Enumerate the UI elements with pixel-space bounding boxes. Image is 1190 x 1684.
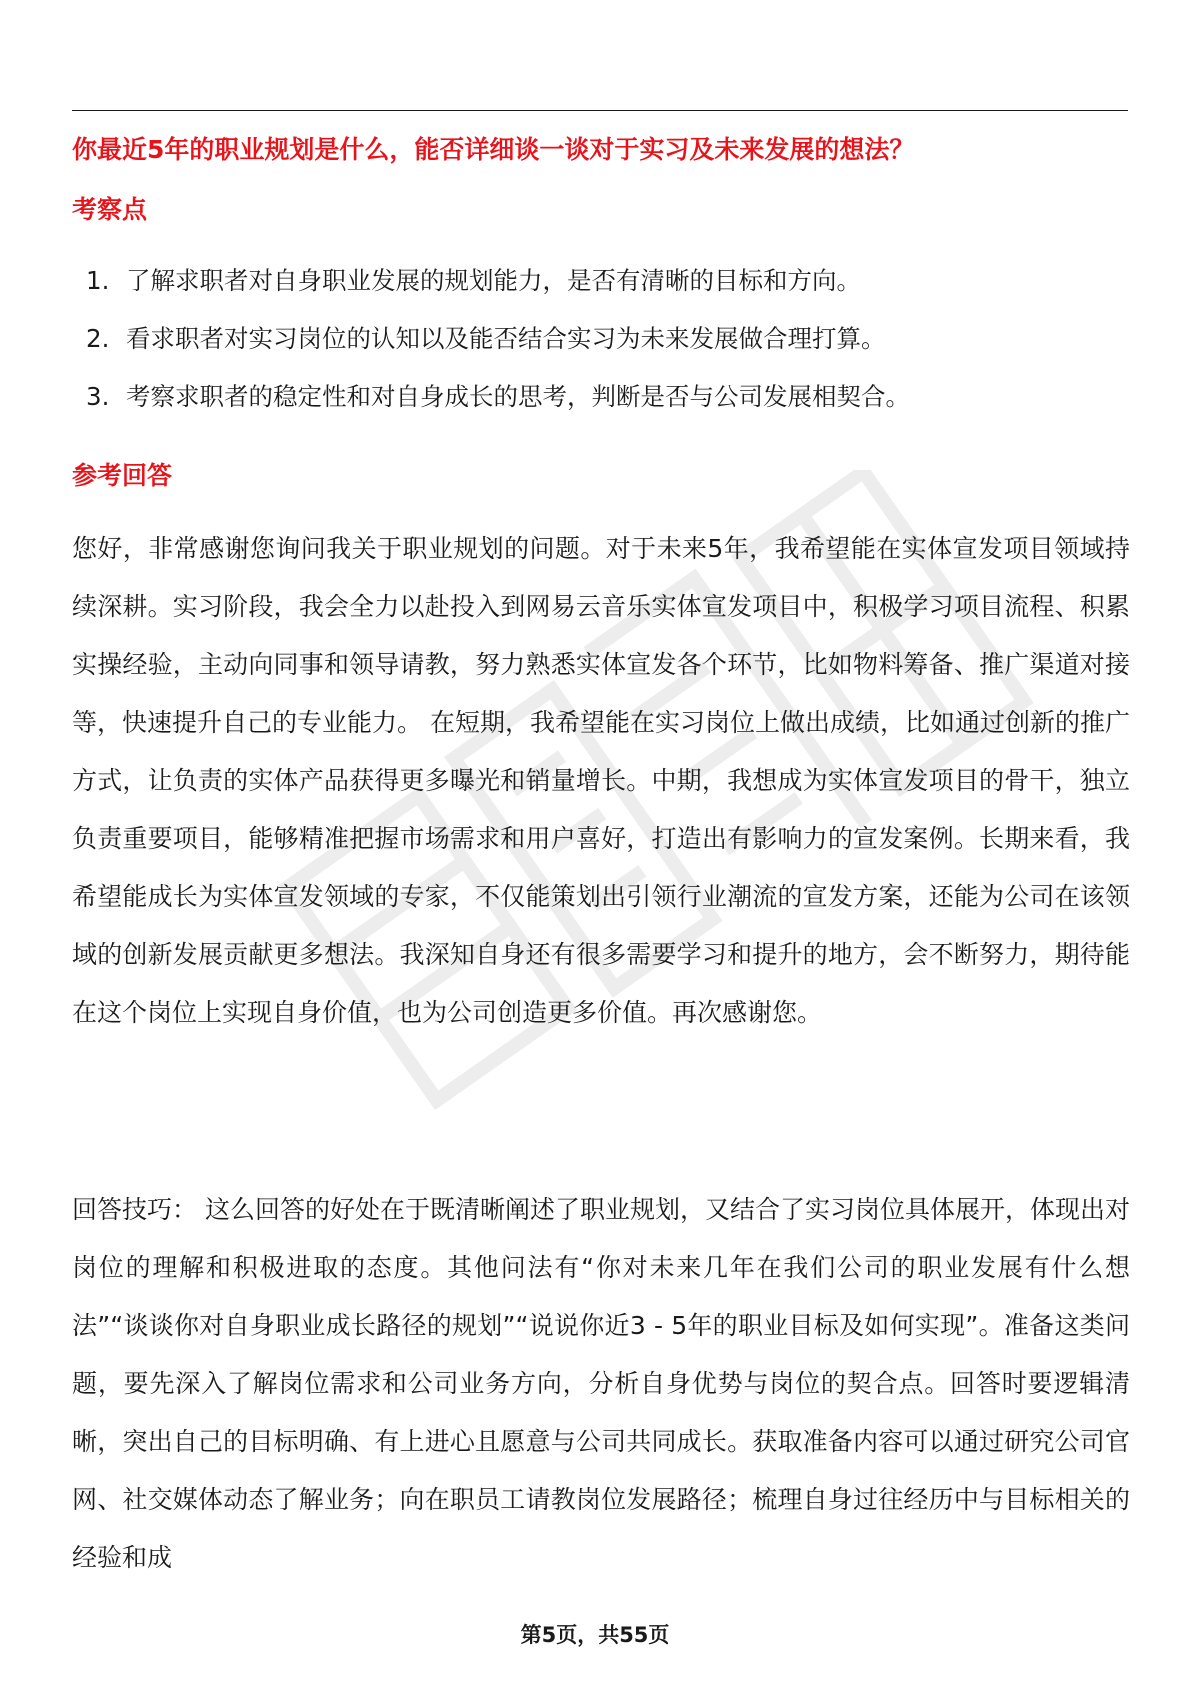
list-item-number: 3. <box>86 382 110 411</box>
section-title-points: 考察点 <box>72 195 148 224</box>
list-item-number: 1. <box>86 266 110 295</box>
list-item <box>72 379 1128 415</box>
reference-answer-paragraph: 您好，非常感谢您询问我关于职业规划的问题。对于未来5年，我希望能在实体宣发项目领域持续深耕。实习阶段，我会全力以赴投入到网易云音乐实体宣发项目中，积极学习项目流程、积累实操经验，主动向同事和领导请教，努力熟悉实体宣发各个环节，比如物料筹备、推广渠道对接等，快速提升自己的专业能力。 在短期，我希望能在实习岗位上做出成绩，比如通过创新的推广方式，让负责的实体产品获得更多曝光和销量增长。中期，我想成为实体宣发项目的骨干，独立负责重要项目，能够精准把握市场需求和用户喜好，打造出有影响力的宣发案例。长期来看，我希望能成长为实体宣发领域的专家，不仅能策划出引领行业潮流的宣发方案，还能为公司在该领域的创新发展贡献更多想法。我深知自身还有很多需要学习和提升的地方，会不断努力，期待能在这个岗位上实现自身价值，也为公司创造更多价值。再次感谢您。 <box>72 534 1130 1027</box>
answer-tips-paragraph: 回答技巧： 这么回答的好处在于既清晰阐述了职业规划，又结合了实习岗位具体展开，体现出对岗位的理解和积极进取的态度。其他问法有“你对未来几年在我们公司的职业发展有什么想法”“谈谈你对自身职业成长路径的规划”“说说你近3 - 5年的职业目标及如何实现”。准备这类问题，要先深入了解岗位需求和公司业务方向，分析自身优势与岗位的契合点。回答时要逻辑清晰，突出自己的目标明确、有上进心且愿意与公司共同成长。获取准备内容可以通过研究公司官网、社交媒体动态了解业务；向在职员工请教岗位发展路径；梳理自身过往经历中与目标相关的经验和成 <box>72 1195 1130 1572</box>
list-item-text: 了解求职者对自身职业发展的规划能力，是否有清晰的目标和方向。 <box>126 266 861 295</box>
assessment-points-list <box>72 263 1128 437</box>
section-title-answer: 参考回答 <box>72 461 173 490</box>
list-item-text: 看求职者对实习岗位的认知以及能否结合实习为未来发展做合理打算。 <box>126 324 886 353</box>
page-number-footer: 第5页，共55页 <box>520 1623 670 1647</box>
list-item <box>72 263 1128 299</box>
header-divider <box>72 110 1128 111</box>
list-item-number: 2. <box>86 324 110 353</box>
list-item-text: 考察求职者的稳定性和对自身成长的思考，判断是否与公司发展相契合。 <box>126 382 910 411</box>
question-heading: 你最近5年的职业规划是什么，能否详细谈一谈对于实习及未来发展的想法？ <box>72 135 915 164</box>
list-item <box>72 321 1128 357</box>
